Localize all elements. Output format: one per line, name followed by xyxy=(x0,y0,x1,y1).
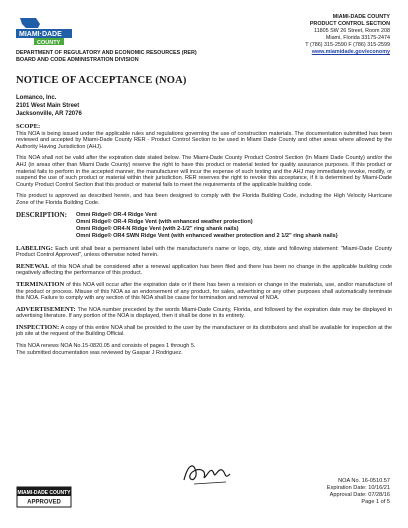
termination-paragraph xyxy=(16,282,392,302)
description-item: Omni Ridge® OR4-N Ridge Vent (with 2-1/2" ring shank nails) xyxy=(76,225,239,232)
department-line-1: DEPARTMENT OF REGULATORY AND ECONOMIC RESOURCES (RER) xyxy=(16,50,197,56)
termination-heading: TERMINATION xyxy=(16,280,65,288)
office-city: Miami, Florida 33175-2474 xyxy=(325,35,390,41)
noa-expiration-date: Expiration Date: 10/16/21 xyxy=(326,485,390,491)
document-body xyxy=(16,124,392,356)
recipient-city: Jacksonville, AR 72076 xyxy=(16,111,82,117)
stamp-line-1: MIAMI-DADE COUNTY xyxy=(17,489,71,496)
labeling-paragraph xyxy=(16,246,392,259)
scope-paragraph-3: This product is approved as described herein, and has been designed to comply with the Florida Building Code, including the High Velocity Hurricane Zone of the Florida Building Code. xyxy=(16,193,392,206)
office-phone: T (786) 315-2590 F (786) 315-2599 xyxy=(305,42,390,48)
scope-paragraph-1: This NOA is being issued under the applicable rules and regulations governing the use of construction materials. The documentation submitted has been reviewed and accepted by Miami-Dade County RER - Product Control Section to be used in Miami Dade County and other areas where allowed by the Authority Having Jurisdiction (AHJ). xyxy=(16,130,392,150)
noa-info-block xyxy=(327,478,390,506)
miami-dade-logo xyxy=(16,14,72,46)
labeling-text: Each unit shall bear a permanent label with the manufacturer's name or logo, city, state and following statement: "Miami-Dade County Product Control Approved", unless otherwise noted herein. xyxy=(16,245,393,259)
office-division: PRODUCT CONTROL SECTION xyxy=(309,21,390,27)
noa-approval-date: Approval Date: 07/28/16 xyxy=(329,492,390,498)
inspection-heading: INSPECTION: xyxy=(16,323,60,331)
description-item: Omni Ridge® OR-4 Ridge Vent xyxy=(76,211,157,218)
logo-text-bottom: COUNTY xyxy=(37,40,61,46)
description-section xyxy=(16,212,392,240)
advertisement-paragraph xyxy=(16,307,392,320)
revision-line-2: The submitted documentation was reviewed by Gaspar J Rodriguez. xyxy=(16,349,183,356)
scope-heading: SCOPE: xyxy=(16,123,41,130)
scope-paragraph-2: This NOA shall not be valid after the expiration date stated below. The Miami-Dade County Product Control Section (In Miami Dade County) and/or the AHJ (in areas other than Miami Dade County) reserve the right to have this product or material tested for quality assurance purposes. If this product or material fails to perform in the accepted manner, the manufacturer will incur the expense of such testing and the AHJ may immediately revoke, modify, or suspend the use of such product or material within their jurisdiction. RER reserves the right to revoke this acceptance, if it is determined by Miami-Dade County Product Control Section that this product or material fails to meet the requirements of the applicable building code. xyxy=(16,155,392,188)
office-address xyxy=(250,14,390,56)
description-list xyxy=(74,212,338,240)
recipient-address xyxy=(16,94,82,118)
page-title: NOTICE OF ACCEPTANCE (NOA) xyxy=(16,75,187,86)
advertisement-text: The NOA number preceded by the words Miami-Dade County, Florida, and followed by the expiration date may be displayed in advertising literature. If any portion of the NOA is displayed, then it shall be done in its entirety. xyxy=(16,306,392,320)
office-street: 11805 SW 26 Street, Room 208 xyxy=(313,28,390,34)
approved-stamp xyxy=(16,486,72,508)
department-line-2: BOARD AND CODE ADMINISTRATION DIVISION xyxy=(16,57,139,63)
logo-text-top: MIAMI·DADE xyxy=(19,31,62,38)
advertisement-heading: ADVERTISEMENT: xyxy=(16,305,76,313)
recipient-company: Lomanco, Inc. xyxy=(16,95,57,101)
recipient-street: 2101 West Main Street xyxy=(16,103,80,109)
revision-line-1: This NOA renews NOA No.15-0820.05 and consists of pages 1 through 5. xyxy=(16,343,196,350)
description-heading: DESCRIPTION: xyxy=(16,210,67,219)
stamp-line-2: APPROVED xyxy=(27,499,61,506)
reviewer-signature xyxy=(180,458,236,488)
renewal-paragraph xyxy=(16,264,392,277)
page-number: Page 1 of 5 xyxy=(361,499,390,505)
termination-text: of this NOA will occur after the expiration date or if there has been a revision or change in the materials, use, and/or manufacture of the product or process. Misuse of this NOA as an endorsement of any product, for sales, advertising or any other purposes shall automatically terminate this NOA. Failure to comply with any section of this NOA shall be cause for termination and removal of NOA. xyxy=(16,281,392,302)
renewal-heading: RENEWAL xyxy=(16,262,50,270)
description-item: Omni Ridge® OR4 SWN Ridge Vent (with enhanced weather protection and 2 1/2" ring shank nails) xyxy=(76,232,338,239)
labeling-heading: LABELING: xyxy=(16,244,54,252)
renewal-text: of this NOA shall be considered after a renewal application has been filed and there has been no change in the applicable building code negatively affecting the performance of this product. xyxy=(16,263,392,277)
description-item: Omni Ridge® OR-4 Ridge Vent (with enhanced weather protection) xyxy=(76,218,253,225)
noa-number: NOA No. 16-0510.57 xyxy=(338,478,390,484)
inspection-text: A copy of this entire NOA shall be provided to the user by the manufacturer or its distributors and shall be available for inspection at the job site at the request of the Building Official. xyxy=(16,324,392,338)
office-website-link[interactable]: www.miamidade.gov/economy xyxy=(311,49,390,55)
department-header xyxy=(16,50,232,64)
inspection-paragraph xyxy=(16,325,392,338)
office-name: MIAMI-DADE COUNTY xyxy=(332,14,390,20)
